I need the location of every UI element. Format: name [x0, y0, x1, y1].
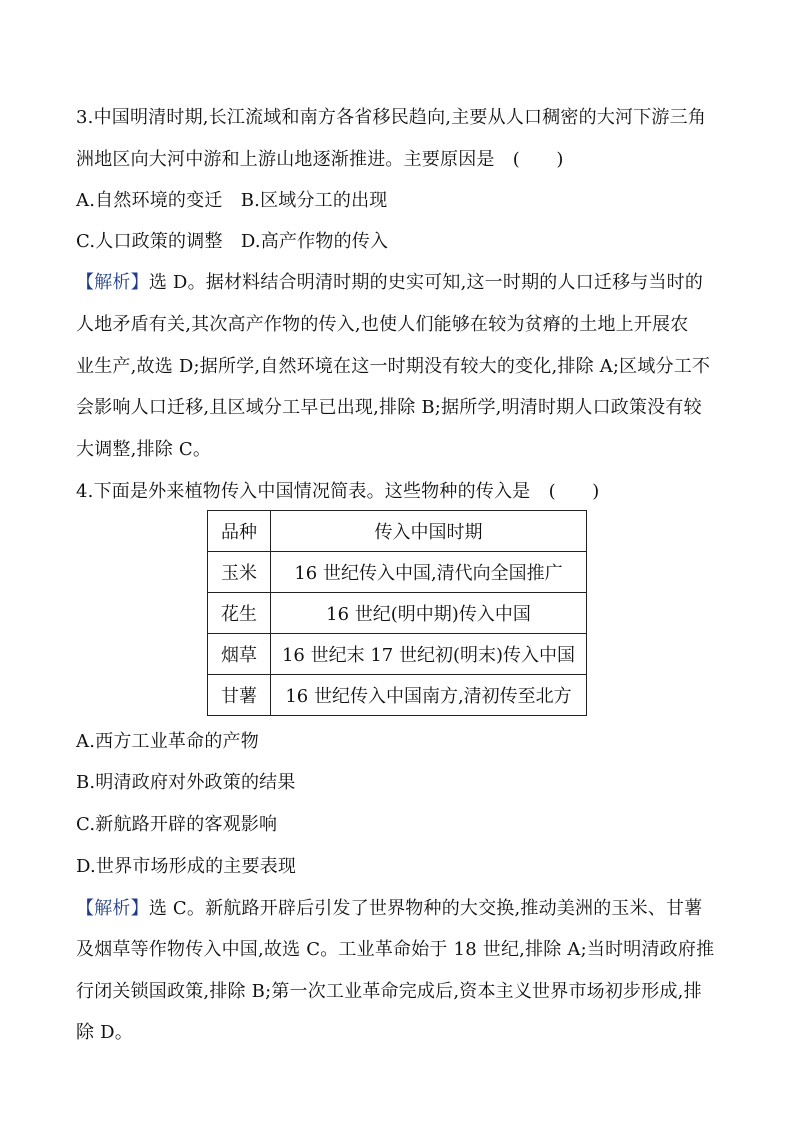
- q3-options-line-2: C.人口政策的调整 D.高产作物的传入: [76, 231, 389, 252]
- q3-analysis-line-2: 人地矛盾有关,其次高产作物的传入,也使人们能够在较为贫瘠的土地上开展农: [76, 314, 689, 335]
- q3-analysis-text-1: 选 D。据材料结合明清时期的史实可知,这一时期的人口迁移与当时的: [148, 272, 704, 293]
- table-cell-period: 16 世纪传入中国,清代向全国推广: [271, 552, 587, 593]
- table-header-period: 传入中国时期: [271, 511, 587, 552]
- q4-stem: 4.下面是外来植物传入中国情况简表。这些物种的传入是 ( ): [76, 481, 600, 502]
- table-cell-period: 16 世纪(明中期)传入中国: [271, 593, 587, 634]
- table-cell-variety: 烟草: [208, 634, 271, 675]
- plant-introduction-table: [207, 510, 587, 716]
- table-cell-variety: 甘薯: [208, 675, 271, 716]
- q4-option-a: A.西方工业革命的产物: [76, 731, 259, 752]
- q3-stem-line-1: 3.中国明清时期,长江流域和南方各省移民趋向,主要从人口稠密的大河下游三角: [76, 107, 707, 128]
- q3-analysis-line-3: 业生产,故选 D;据所学,自然环境在这一时期没有较大的变化,排除 A;区域分工不: [76, 356, 711, 377]
- q4-analysis-line-1: [76, 897, 726, 921]
- q3-analysis-line-4: 会影响人口迁移,且区域分工早已出现,排除 B;据所学,明清时期人口政策没有较: [76, 397, 702, 418]
- q4-analysis-line-3: 行闭关锁国政策,排除 B;第一次工业革命完成后,资本主义世界市场初步形成,排: [76, 981, 702, 1002]
- q3-analysis-line-5: 大调整,排除 C。: [76, 439, 212, 460]
- q4-option-d: D.世界市场形成的主要表现: [76, 856, 297, 877]
- q3-stem-line-2: 洲地区向大河中游和上游山地逐渐推进。主要原因是 ( ): [76, 149, 564, 170]
- table-row: [208, 634, 587, 675]
- table-cell-period: 16 世纪传入中国南方,清初传至北方: [271, 675, 587, 716]
- table-header-variety: 品种: [208, 511, 271, 552]
- q4-analysis-tag: 【解析】: [76, 898, 149, 919]
- q4-analysis-line-2: 及烟草等作物传入中国,故选 C。工业革命始于 18 世纪,排除 A;当时明清政府推: [76, 939, 715, 960]
- q4-analysis-text-1: 选 C。新航路开辟后引发了世界物种的大交换,推动美洲的玉米、甘薯: [148, 898, 703, 919]
- q3-analysis-tag: 【解析】: [76, 272, 149, 293]
- q4-option-b: B.明清政府对外政策的结果: [76, 772, 296, 793]
- q3-analysis-line-1: [76, 271, 726, 295]
- q3-options-line-1: A.自然环境的变迁 B.区域分工的出现: [76, 190, 388, 211]
- q4-analysis-line-4: 除 D。: [76, 1022, 133, 1043]
- table-header-row: [208, 511, 587, 552]
- table-row: [208, 552, 587, 593]
- table-cell-period: 16 世纪末 17 世纪初(明末)传入中国: [271, 634, 587, 675]
- table-row: [208, 593, 587, 634]
- table-cell-variety: 花生: [208, 593, 271, 634]
- q4-option-c: C.新航路开辟的客观影响: [76, 814, 278, 835]
- table-cell-variety: 玉米: [208, 552, 271, 593]
- table-row: [208, 675, 587, 716]
